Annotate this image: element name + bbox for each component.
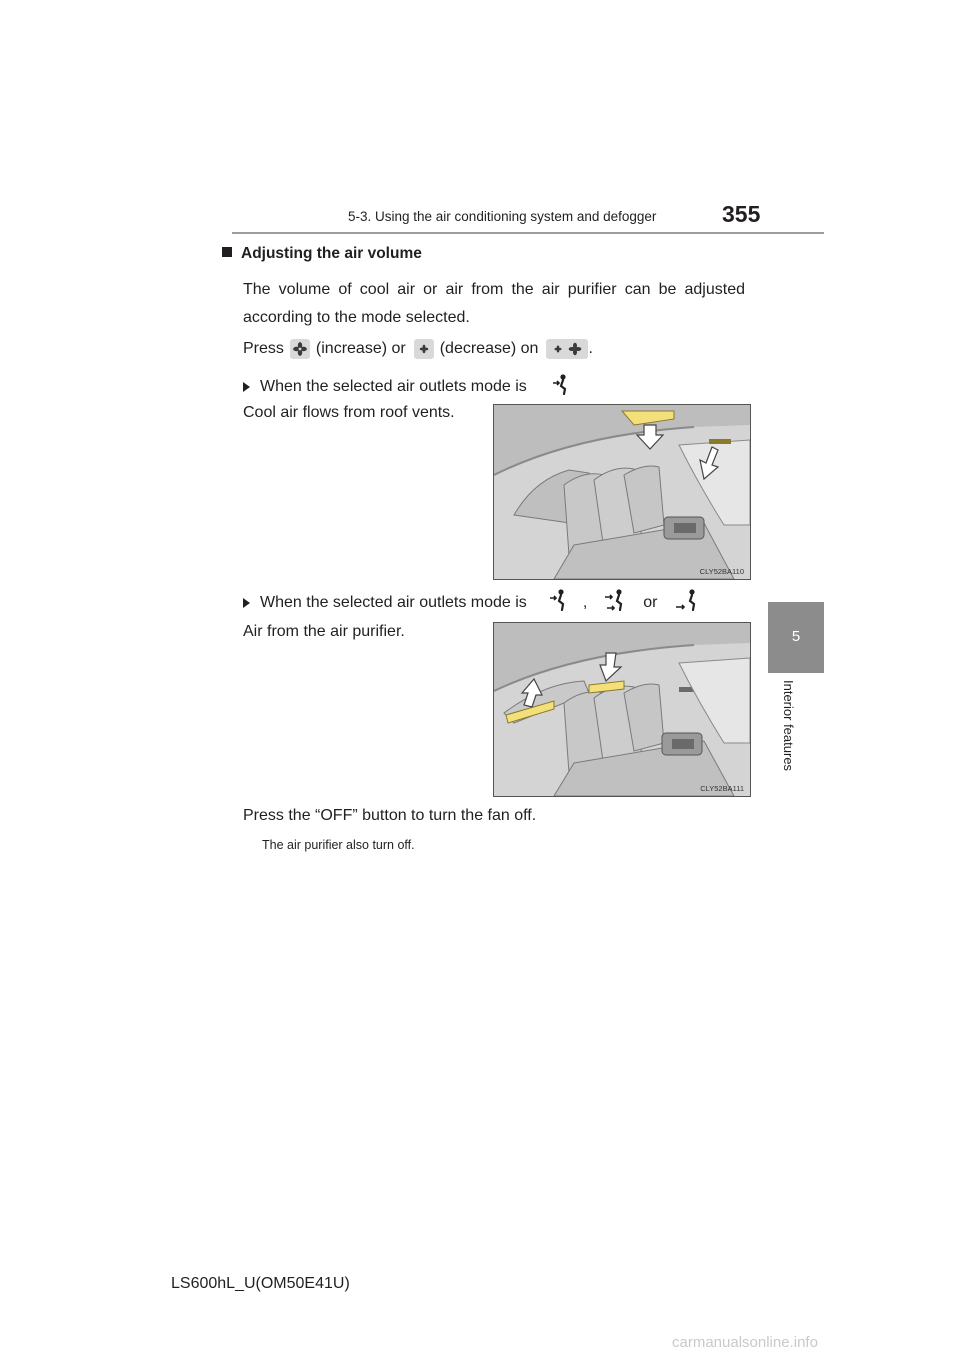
chapter-number: 5 [791,628,801,645]
airflow-mode-face-icon [547,588,571,617]
figure-code: CLY52BA111 [700,784,744,793]
figure-code: CLY52BA110 [699,567,744,576]
mode-1-description: Cool air flows from roof vents. [243,404,455,421]
mode-1-bullet [243,373,573,400]
press-instruction [243,339,593,359]
chapter-label [781,680,806,795]
mode-2-description: Air from the air purifier. [243,623,405,640]
section-heading [222,244,422,264]
intro-paragraph: The volume of cool air or air from the air purifier can be adjusted according to the mode selected. [243,281,745,326]
triangle-bullet-icon [243,382,250,392]
fan-decrease-icon [414,339,434,359]
press-prefix: Press [243,340,284,357]
airflow-mode-bi-level-icon [601,588,631,617]
header-divider [232,232,824,234]
fan-speed-control-icon [546,339,588,359]
press-increase-text: (increase) or [315,340,406,357]
triangle-bullet-icon [243,598,250,608]
airflow-mode-foot-icon [672,588,700,617]
press-end: . [588,340,593,357]
press-decrease-text: (decrease) on [439,340,539,357]
off-instruction: Press the “OFF” button to turn the fan off. [243,807,537,824]
rear-cabin-roof-vents-illustration [493,404,751,580]
header-section-title: 5-3. Using the air conditioning system and defogger [348,209,657,224]
square-bullet-icon [222,247,232,257]
off-note: The air purifier also turn off. [262,838,415,852]
document-code: LS600hL_U(OM50E41U) [171,1275,350,1292]
chapter-tab [768,602,824,673]
watermark: carmanualsonline.info [672,1334,818,1351]
airflow-mode-face-icon [551,373,573,400]
chapter-label-text: Interior features [781,680,796,772]
mode-2-separator-2: or [643,593,658,611]
mode-2-bullet-text: When the selected air outlets mode is [260,593,527,611]
mode-1-bullet-text: When the selected air outlets mode is [260,377,527,395]
rear-cabin-air-purifier-illustration [493,622,751,797]
section-heading-text: Adjusting the air volume [241,245,422,262]
mode-2-separator-1: , [582,593,588,611]
fan-increase-icon [290,339,310,359]
mode-2-bullet [243,588,700,617]
page-number: 355 [722,201,761,227]
